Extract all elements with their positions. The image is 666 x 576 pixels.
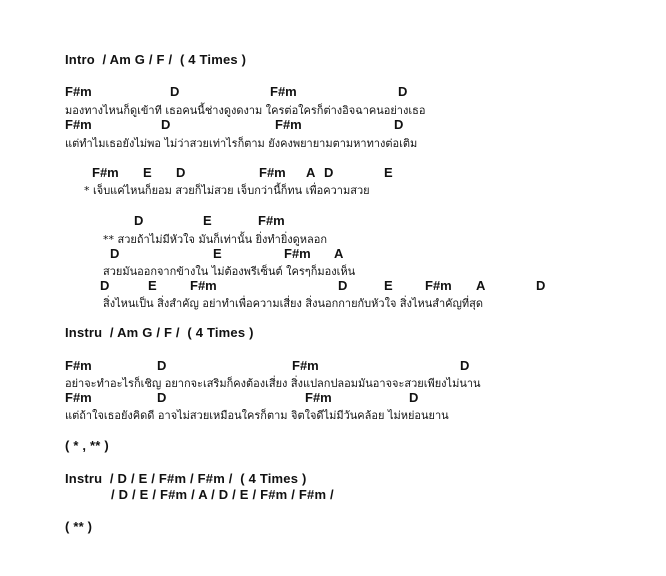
chord: D	[536, 278, 546, 293]
chord: F#m	[65, 358, 92, 373]
chord: D	[157, 358, 167, 373]
chord: D	[170, 84, 180, 99]
chord: F#m	[305, 390, 332, 405]
chord: F#m	[65, 390, 92, 405]
chord: E	[148, 278, 157, 293]
chord: D	[394, 117, 404, 132]
chord: F#m	[190, 278, 217, 293]
chord: F#m	[65, 84, 92, 99]
chord: F#m	[65, 117, 92, 132]
chord: F#m	[258, 213, 285, 228]
repeat-marker: ( * , ** )	[65, 438, 109, 453]
chord: D	[409, 390, 419, 405]
chord: E	[203, 213, 212, 228]
lyric-line: แต่ทำไมเธอยังไม่พอ ไม่ว่าสวยเท่าไรก็ตาม ยังคงพยายามตามหาทางต่อเติม	[65, 137, 418, 150]
chord: F#m	[259, 165, 286, 180]
chord: F#m	[292, 358, 319, 373]
chord: F#m	[270, 84, 297, 99]
repeat-marker: ( ** )	[65, 519, 93, 534]
chord: F#m	[284, 246, 311, 261]
chord: D	[161, 117, 171, 132]
chord: E	[384, 165, 393, 180]
instru-line: / D / E / F#m / A / D / E / F#m / F#m /	[111, 487, 334, 502]
chord: E	[213, 246, 222, 261]
intro-line: Intro / Am G / F / ( 4 Times )	[65, 52, 247, 67]
chord: A	[476, 278, 486, 293]
instru-line: Instru / Am G / F / ( 4 Times )	[65, 325, 254, 340]
chord: F#m	[275, 117, 302, 132]
chord: F#m	[425, 278, 452, 293]
lyric-line: สิ่งไหนเป็น สิ่งสำคัญ อย่าทำเพื่อความเสี่ยง สิ่งนอกกายกับหัวใจ สิ่งไหนสำคัญที่สุด	[103, 297, 484, 310]
lyric-line: อย่าจะทำอะไรก็เชิญ อยากจะเสริมก็คงต้องเสี่ยง สิ่งแปลกปลอมมันอาจจะสวยเพียงไม่นาน	[65, 377, 481, 390]
chord: D	[157, 390, 167, 405]
instru-line: Instru / D / E / F#m / F#m / ( 4 Times )	[65, 471, 307, 486]
lyric-line: แต่ถ้าใจเธอยังคิดดี อาจไม่สวยเหมือนใครก็ตาม จิตใจดีไม่มีวันคล้อย ไม่หย่อนยาน	[65, 409, 449, 422]
chord: D	[398, 84, 408, 99]
chord: A	[334, 246, 344, 261]
chord: D	[176, 165, 186, 180]
chord: D	[134, 213, 144, 228]
lyric-line: สวยมันออกจากข้างใน ไม่ต้องพรีเซ็นต์ ใครๆก็มองเห็น	[103, 265, 356, 278]
chord: D	[324, 165, 334, 180]
chord: D	[460, 358, 470, 373]
chord: E	[143, 165, 152, 180]
chord: D	[110, 246, 120, 261]
lyric-line: * เจ็บแค่ไหนก็ยอม สวยก็ไม่สวย เจ็บกว่านี้ก็ทน เพื่อความสวย	[84, 184, 370, 197]
lyric-line: ** สวยถ้าไม่มีหัวใจ มันก็เท่านั้น ยิ่งทำยิ่งดูหลอก	[103, 233, 328, 246]
chord: D	[100, 278, 110, 293]
lyric-line: มองทางไหนก็ดูเข้าที เธอคนนี้ช่างดูงดงาม ใครต่อใครก็ต่างอิจฉาคนอย่างเธอ	[65, 104, 426, 117]
chord: E	[384, 278, 393, 293]
chord: D	[338, 278, 348, 293]
chord: F#m	[92, 165, 119, 180]
chord: A	[306, 165, 316, 180]
